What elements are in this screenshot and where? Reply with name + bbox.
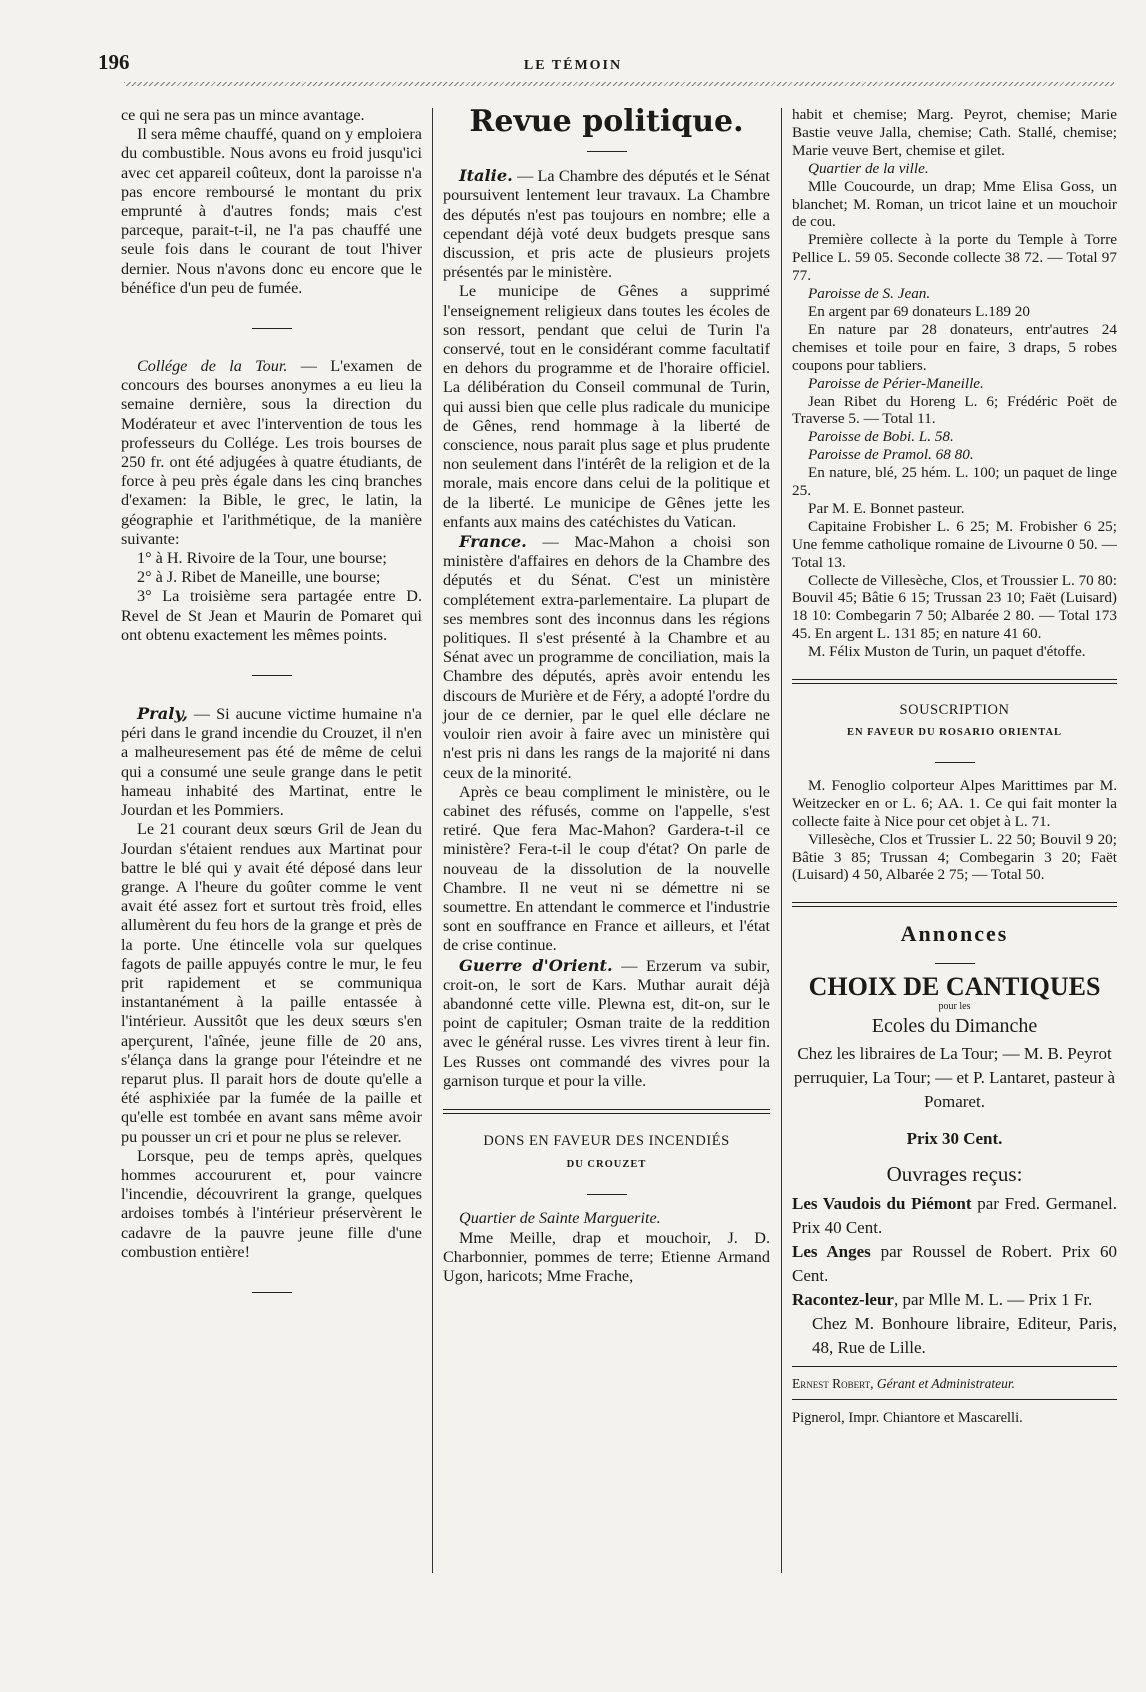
praly-heading: Praly, bbox=[137, 704, 188, 724]
perier-text: Jean Ribet du Horeng L. 6; Frédéric Poët de Traverse 5. — Total 11. bbox=[792, 392, 1117, 428]
bonnet-text: Par M. E. Bonnet pasteur. bbox=[808, 499, 965, 517]
quartier-ville: Quartier de la ville. bbox=[808, 159, 929, 177]
separator bbox=[252, 675, 292, 676]
column-1 bbox=[121, 106, 422, 1321]
header-rule bbox=[124, 82, 1114, 86]
ouvrages-recus-heading: Ouvrages reçus: bbox=[886, 1161, 1023, 1186]
separator bbox=[935, 762, 975, 763]
section-rule bbox=[792, 902, 1117, 907]
separator bbox=[935, 963, 975, 964]
separator bbox=[587, 1194, 627, 1195]
footer-rule bbox=[792, 1366, 1117, 1367]
gerant-name: Ernest Robert bbox=[792, 1375, 871, 1391]
column-2 bbox=[443, 106, 770, 1286]
separator bbox=[252, 328, 292, 329]
pramol-text: En nature, blé, 25 hém. L. 100; un paquet de linge 25. bbox=[792, 464, 1117, 500]
france-paragraph-2: Après ce beau compliment le ministère, ou le cabinet des réfusés, comme on l'appelle, s'est retiré. Que fera Mac-Mahon? Gardera-t-il ce ministère? Fera-t-il le coup d'état? On parle de nouveau de la dissolution de la nouvelle Chambre. Il ne veut ni se démettre ni se soumettre. En attendant le commerce et l'industrie sont en souffrance en France et ailleurs, et l'état de crise continue. bbox=[443, 782, 770, 955]
paroisse-bobi: Paroisse de Bobi. L. 58. bbox=[808, 428, 954, 446]
college-heading: Collége de la Tour. bbox=[137, 357, 288, 376]
separator bbox=[587, 151, 627, 152]
dons-heading: DONS EN FAVEUR DES INCENDIÉS bbox=[483, 1132, 730, 1149]
villeseche-text: Villesèche, Clos et Trussier L. 22 50; Bouvil 9 20; Bâtie 3 85; Trussan 4; Combegarin 3 20; Faët (Luisard) 4 50, Albarée 2 75; — Total 50. bbox=[792, 830, 1117, 884]
college-text: — L'examen de concours des bourses anonymes a eu lieu la semaine dernière, sous la direction du Modérateur et avec l'intervention de tous les professeurs du Collége. Les trois bourses de 250 fr. ont été adjugées à quatre étudiants, de force à peu près égale dans les cinq branches d'examen: la Bible, le grec, le latin, la géographie et l'arithmétique, de la manière suivante: bbox=[121, 357, 422, 548]
souscription-heading: SOUSCRIPTION bbox=[899, 702, 1010, 719]
col1-intro-line: ce qui ne sera pas un mince avantage. bbox=[121, 106, 365, 124]
quartier-sainte-marguerite: Quartier de Sainte Marguerite. bbox=[459, 1209, 661, 1228]
chez-libraires: Chez les libraires de La Tour; — M. B. Peyrot perruquier, La Tour; — et P. Lantaret, pasteur à Pomaret. bbox=[793, 1043, 1116, 1111]
book-vaudois-details: par Fred. Germanel. Prix 40 Cent. bbox=[792, 1193, 1118, 1237]
sjean-argent: En argent par 69 donateurs L.189 20 bbox=[808, 302, 1030, 320]
italie-heading: Italie. bbox=[459, 166, 513, 186]
france-heading: France. bbox=[459, 532, 527, 552]
column-3 bbox=[792, 106, 1117, 1428]
collecte-text: Collecte de Villesèche, Clos, et Troussier L. 70 80: Bouvil 45; Bâtie 6 15; Trussan 23 10; Faët (Luisard) 18 10: Combegarin 7 50; Albarée 2 80. — Total 173 45. En argent L. 131 85; en nature 41 60. bbox=[792, 571, 1117, 643]
book-vaudois bbox=[792, 1192, 1117, 1240]
guerre-text: — Erzerum va subir, croit-on, le sort de Kars. Muthar aurait déjà abandonné cette ville. Plewna est, dit-on, sur le point de capituler; Osman traite de la reddition avec le général russe. Les vivres tirent à leur fin. Les Russes ont commandé des vivres pour la garnison turque et pour la ville. bbox=[443, 956, 770, 1090]
paroisse-pramol: Paroisse de Pramol. 68 80. bbox=[808, 446, 974, 464]
section-rule bbox=[792, 679, 1117, 684]
college-item-1: 1° à H. Rivoire de la Tour, une bourse; bbox=[137, 549, 387, 568]
book-anges bbox=[792, 1240, 1117, 1288]
column-divider-2 bbox=[781, 108, 782, 1573]
praly-paragraph-2: Le 21 courant deux sœurs Gril de Jean du Jourdan s'étaient rendues aux Martinat pour battre le blé qui y avait été déposé dans leur grange. A l'heure du goûter comme le vent avait été assez fort et surtout très froid, elles allumèrent du feu hors de la grange et près de la porte. Une étincelle vola sur quelques fagots de paille appuyés contre le mur, le feu prit rapidement et se communiqua instantanément à la paille entassée à l'intérieur. Aussitôt que les deux sœurs s'en aperçurent, l'aînée, jeune fille de 20 ans, s'élança dans la grange pour l'éteindre et ne reparut plus. Il parait hors de doute qu'elle a été asphixiée par la fumée de la paille et qu'elle est tombée en avant sans même avoir pu pousser un cri et pour ne plus se relever. bbox=[121, 820, 422, 1146]
book-vaudois-title: Les Vaudois du Piémont bbox=[792, 1193, 972, 1213]
imprimerie-line: Pignerol, Impr. Chiantore et Mascarelli. bbox=[792, 1409, 1023, 1426]
france-paragraph bbox=[443, 532, 770, 783]
column-divider-1 bbox=[432, 108, 433, 1573]
sjean-nature: En nature par 28 donateurs, entr'autres 24 chemises et toile pour en faire, 3 draps, 5 robes coupons pour tabliers. bbox=[792, 320, 1117, 374]
fenoglio-text: M. Fenoglio colporteur Alpes Marittimes par M. Weitzecker en or L. 6; AA. 1. Ce qui fait monter la collecte faite à Nice pour cet objet à L. 71. bbox=[792, 776, 1117, 830]
choix-de-cantiques: CHOIX DE CANTIQUES bbox=[808, 972, 1101, 1002]
dons-continued: habit et chemise; Marg. Peyrot, chemise; Marie Bastie veuve Jalla, chemise; Cath. Stallé, chemise; Marie veuve Bert, chemise et gilet. bbox=[792, 106, 1117, 159]
book-racontez-title: Racontez-leur bbox=[792, 1289, 894, 1309]
book-racontez bbox=[792, 1288, 1117, 1312]
praly-text: — Si aucune victime humaine n'a péri dans le grand incendie du Crouzet, il n'en a malheuresement pas été de même de celui qui a consumé une seule grange dans le petit hameau inhabité des Martinat, entre le Jourdan et les Pommiers. bbox=[121, 705, 422, 820]
souscription-subheading: EN FAVEUR DU ROSARIO ORIENTAL bbox=[846, 727, 1063, 738]
college-paragraph bbox=[121, 357, 422, 549]
italie-text: — La Chambre des députés et le Sénat poursuivent lentement leur travaux. La Chambre des députés n'est pas toujours en nombre; elle a cependant déjà voté deux budgets presque sans discussion, et pris acte de plusieurs projets présentés par le ministère. bbox=[443, 167, 770, 282]
book-racontez-details: , par Mlle M. L. — Prix 1 Fr. bbox=[893, 1289, 1093, 1309]
prix-cantiques: Prix 30 Cent. bbox=[906, 1128, 1003, 1148]
muston-text: M. Félix Muston de Turin, un paquet d'étoffe. bbox=[808, 643, 1086, 661]
france-text: — Mac-Mahon a choisi son ministère d'affaires en dehors de la Chambre des députés et du Sénat. C'est un ministère complétement extra-parlementaire. La plupart de ses membres sont des inconnus dans les régions politiques. Il s'est présenté à la Chambre et au Sénat avec un programme de conciliation, mais la Chambre des députés, après avoir entendu les discours de Murière et de Féry, a adopté l'ordre du jour de ce dernier, par le quel elle déclare ne vouloir rien avoir à faire avec un ministère qui n'est pris ni dans les rangs de la majorité ni dans ceux de la minorité. bbox=[443, 533, 770, 782]
paroisse-perier: Paroisse de Périer-Maneille. bbox=[808, 374, 984, 392]
dons-text: Mme Meille, drap et mouchoir, J. D. Charbonnier, pommes de terre; Etienne Armand Ugon, haricots; Mme Frache, bbox=[443, 1228, 770, 1285]
book-anges-title: Les Anges bbox=[792, 1241, 871, 1261]
gerant-role: , Gérant et Administrateur. bbox=[870, 1375, 1015, 1391]
page-number: 196 bbox=[98, 50, 130, 74]
book-anges-details: par Roussel de Robert. Prix 60 Cent. bbox=[792, 1241, 1117, 1285]
book-racontez-publisher: Chez M. Bonhoure libraire, Editeur, Paris, 48, Rue de Lille. bbox=[812, 1313, 1117, 1357]
college-item-3: 3° La troisième sera partagée entre D. Revel de St Jean et Maurin de Pomaret qui ont obtenu exactement les mêmes points. bbox=[121, 587, 422, 644]
guerre-heading: Guerre d'Orient. bbox=[459, 955, 613, 975]
praly-paragraph-3: Lorsque, peu de temps après, quelques hommes accoururent et, pour vaincre l'incendie, découvrirent la grange, quelques ardoises tombés à l'intérieur préservèrent le cadavre de la pauvre jeune fille d'une combustion entière! bbox=[121, 1146, 422, 1261]
section-rule bbox=[443, 1109, 770, 1114]
gerant-line bbox=[792, 1375, 1117, 1393]
praly-paragraph bbox=[121, 704, 422, 820]
college-item-2: 2° à J. Ribet de Maneille, une bourse; bbox=[137, 568, 381, 587]
premiere-collecte: Première collecte à la porte du Temple à Torre Pellice L. 59 05. Seconde collecte 38 72. — Total 97 77. bbox=[792, 231, 1117, 285]
ville-text: Mlle Coucourde, un drap; Mme Elisa Goss, un blanchet; M. Roman, un tricot laine et un mouchoir de cou. bbox=[792, 177, 1117, 231]
annonces-heading: Annonces bbox=[900, 921, 1009, 947]
guerre-paragraph bbox=[443, 956, 770, 1091]
dons-subheading: DU CROUZET bbox=[566, 1159, 647, 1171]
italie-paragraph-2: Le municipe de Gênes a supprimé l'enseignement religieux dans toutes les écoles de son ressort, pendant que celui de Turin l'a conservé, tout en le considérant comme facultatif en dehors du programme et de l'horaire officiel. La délibération du Conseil communal de Turin, qui aussi bien que celle plus radicale du municipe de Gênes, rend hommage à la liberté de conscience, nous parait plus sage et plus prudente non seulement dans l'intérêt de la religion et de la morale, mais encore dans celui de la politique et de la liberté. Le municipe de Gênes jette les enfants aux mains des catéchistes du Vatican. bbox=[443, 282, 770, 531]
footer-rule bbox=[792, 1399, 1117, 1400]
italie-paragraph bbox=[443, 166, 770, 282]
newspaper-title: LE TÉMOIN bbox=[523, 58, 623, 73]
ecoles-du-dimanche: Ecoles du Dimanche bbox=[871, 1015, 1038, 1038]
separator bbox=[252, 1292, 292, 1293]
capitaine-text: Capitaine Frobisher L. 6 25; M. Frobisher 6 25; Une femme catholique romaine de Livourne 0 50. — Total 13. bbox=[792, 517, 1117, 571]
pour-les: pour les bbox=[938, 1001, 971, 1013]
revue-politique-title: Revue politique. bbox=[469, 104, 744, 139]
col1-intro-text: Il sera même chauffé, quand on y emploiera du combustible. Nous avons eu froid jusqu'ici avec cet appareil coûteux, dont la paroisse n'a pas encore remboursé le montant du prix emprunté à d'autres fonds; mais c'est parceque, parait-t-il, ne l'a pas chauffé une seule fois dans le courant de tout l'hiver dernier. Nous n'avons donc eu encore que le bénéfice d'un peu de fumée. bbox=[121, 125, 422, 297]
paroisse-sjean: Paroisse de S. Jean. bbox=[808, 285, 931, 303]
